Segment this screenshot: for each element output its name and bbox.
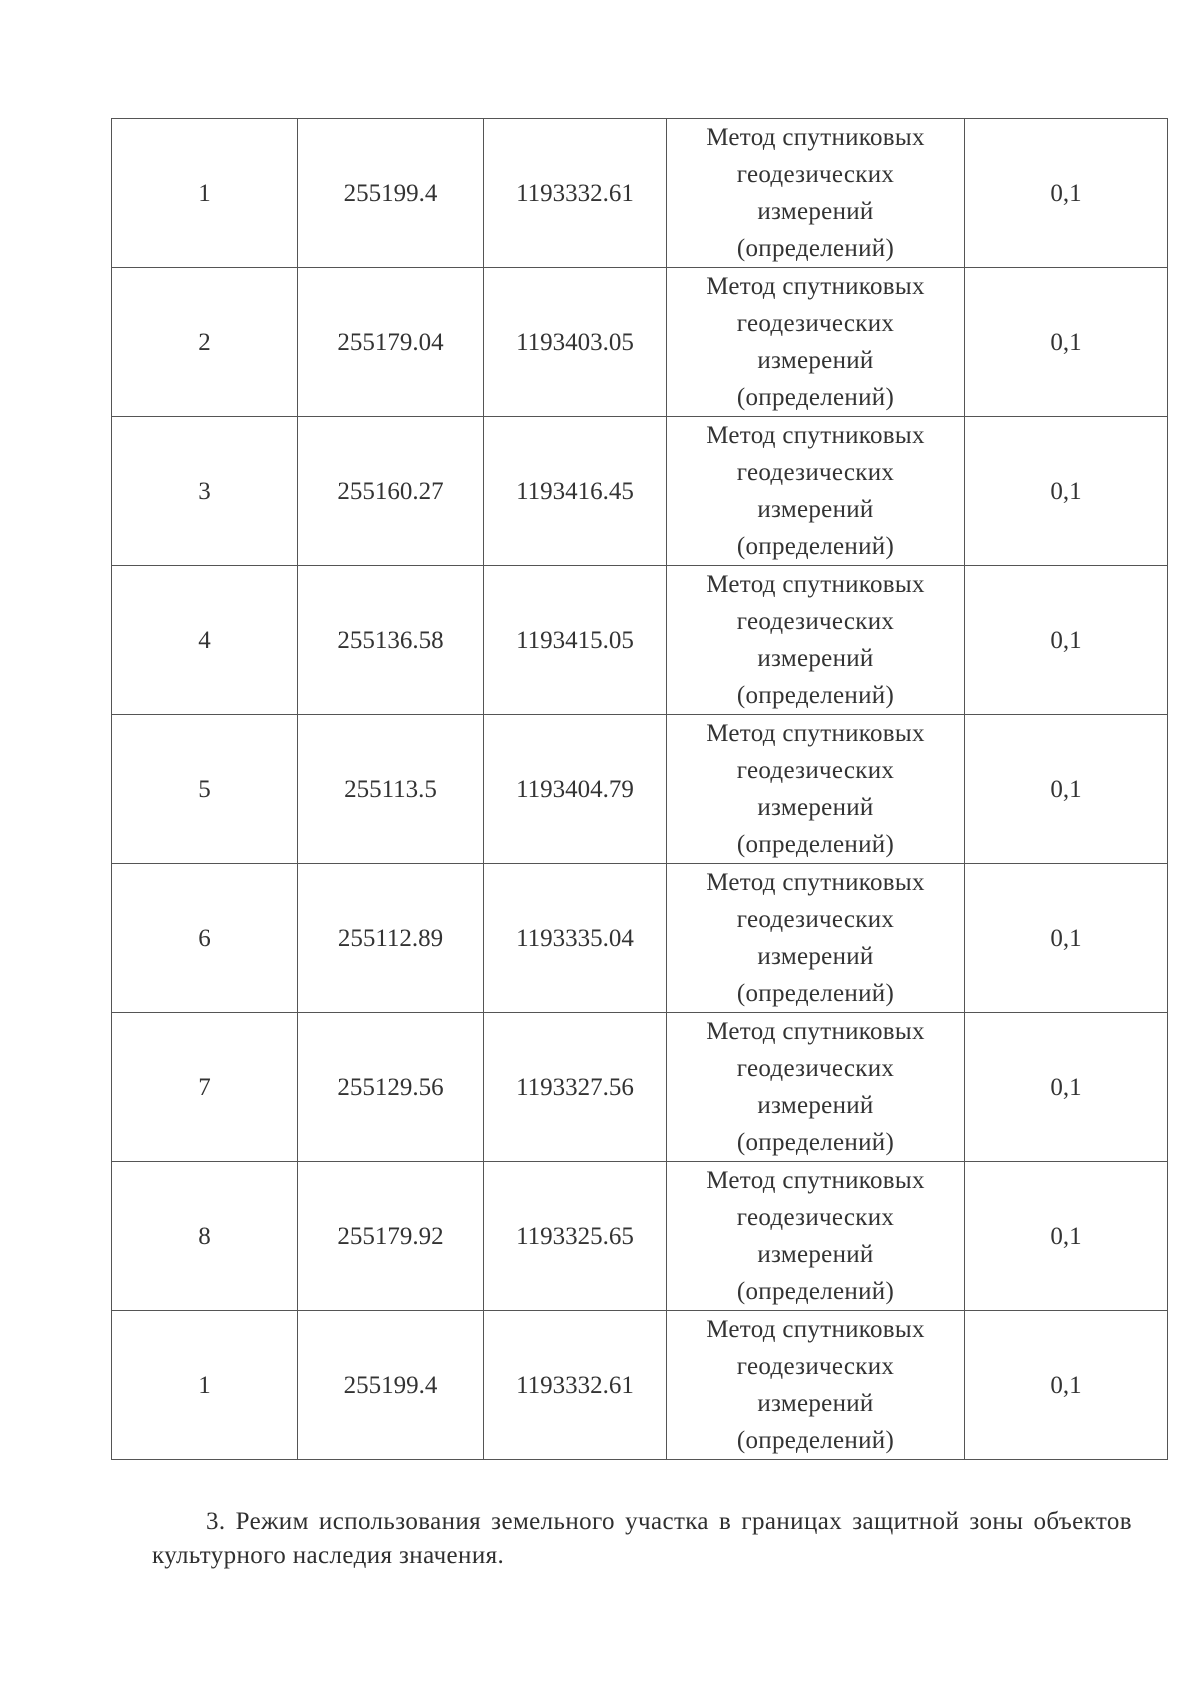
method-text: Метод спутниковых геодезических измерений (определений) xyxy=(706,422,925,560)
table-row xyxy=(112,417,1168,566)
method-text: Метод спутниковых геодезических измерений (определений) xyxy=(706,1018,925,1156)
x-coordinate-cell: 255112.89 xyxy=(298,864,484,1013)
point-number-cell: 4 xyxy=(112,566,298,715)
x-coordinate-cell: 255160.27 xyxy=(298,417,484,566)
table-row xyxy=(112,715,1168,864)
point-number-cell: 3 xyxy=(112,417,298,566)
y-coordinate-cell: 1193403.05 xyxy=(484,268,667,417)
point-number-cell: 8 xyxy=(112,1162,298,1311)
y-coordinate-cell: 1193335.04 xyxy=(484,864,667,1013)
method-cell xyxy=(667,1311,965,1460)
x-coordinate-cell: 255129.56 xyxy=(298,1013,484,1162)
accuracy-cell: 0,1 xyxy=(965,1311,1168,1460)
method-cell xyxy=(667,864,965,1013)
accuracy-cell: 0,1 xyxy=(965,1162,1168,1311)
accuracy-cell: 0,1 xyxy=(965,119,1168,268)
method-cell xyxy=(667,715,965,864)
table-row xyxy=(112,1162,1168,1311)
y-coordinate-cell: 1193332.61 xyxy=(484,119,667,268)
accuracy-cell: 0,1 xyxy=(965,715,1168,864)
y-coordinate-cell: 1193415.05 xyxy=(484,566,667,715)
method-cell xyxy=(667,1013,965,1162)
x-coordinate-cell: 255113.5 xyxy=(298,715,484,864)
table-row xyxy=(112,119,1168,268)
x-coordinate-cell: 255136.58 xyxy=(298,566,484,715)
x-coordinate-cell: 255199.4 xyxy=(298,1311,484,1460)
method-text: Метод спутниковых геодезических измерений (определений) xyxy=(706,1316,925,1454)
point-number-cell: 2 xyxy=(112,268,298,417)
point-number-cell: 6 xyxy=(112,864,298,1013)
method-text: Метод спутниковых геодезических измерений (определений) xyxy=(706,869,925,1007)
table-row xyxy=(112,268,1168,417)
method-cell xyxy=(667,119,965,268)
x-coordinate-cell: 255179.04 xyxy=(298,268,484,417)
method-text: Метод спутниковых геодезических измерений (определений) xyxy=(706,124,925,262)
section-3-paragraph: 3. Режим использования земельного участка в границах защитной зоны объектов культурного наследия значения. xyxy=(152,1508,1132,1569)
table-row xyxy=(112,566,1168,715)
method-text: Метод спутниковых геодезических измерений (определений) xyxy=(706,571,925,709)
method-cell xyxy=(667,268,965,417)
method-text: Метод спутниковых геодезических измерений (определений) xyxy=(706,1167,925,1305)
coordinates-table xyxy=(111,118,1168,1460)
y-coordinate-cell: 1193332.61 xyxy=(484,1311,667,1460)
point-number-cell: 5 xyxy=(112,715,298,864)
accuracy-cell: 0,1 xyxy=(965,417,1168,566)
point-number-cell: 1 xyxy=(112,119,298,268)
method-text: Метод спутниковых геодезических измерений (определений) xyxy=(706,720,925,858)
method-cell xyxy=(667,566,965,715)
accuracy-cell: 0,1 xyxy=(965,864,1168,1013)
accuracy-cell: 0,1 xyxy=(965,1013,1168,1162)
table-row xyxy=(112,864,1168,1013)
table-row xyxy=(112,1013,1168,1162)
y-coordinate-cell: 1193404.79 xyxy=(484,715,667,864)
table-row xyxy=(112,1311,1168,1460)
accuracy-cell: 0,1 xyxy=(965,268,1168,417)
method-text: Метод спутниковых геодезических измерений (определений) xyxy=(706,273,925,411)
x-coordinate-cell: 255199.4 xyxy=(298,119,484,268)
point-number-cell: 7 xyxy=(112,1013,298,1162)
y-coordinate-cell: 1193416.45 xyxy=(484,417,667,566)
y-coordinate-cell: 1193325.65 xyxy=(484,1162,667,1311)
method-cell xyxy=(667,417,965,566)
y-coordinate-cell: 1193327.56 xyxy=(484,1013,667,1162)
x-coordinate-cell: 255179.92 xyxy=(298,1162,484,1311)
method-cell xyxy=(667,1162,965,1311)
accuracy-cell: 0,1 xyxy=(965,566,1168,715)
point-number-cell: 1 xyxy=(112,1311,298,1460)
